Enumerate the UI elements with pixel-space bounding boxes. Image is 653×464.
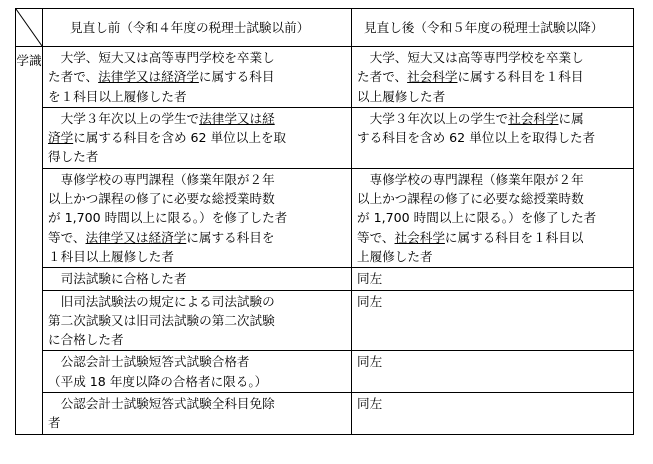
before-text bbox=[48, 352, 347, 391]
after-text bbox=[357, 170, 629, 266]
before-text bbox=[48, 48, 347, 106]
text-segment: 司法試験に合格した者 bbox=[48, 271, 187, 287]
after-cell bbox=[352, 107, 634, 168]
underlined-term: 法律学又は経 済学 bbox=[48, 110, 275, 146]
before-cell bbox=[43, 168, 352, 267]
text-segment: に属する科目 を１科目以上履修した者 bbox=[48, 69, 275, 104]
table-row bbox=[16, 290, 634, 351]
before-text bbox=[48, 269, 347, 288]
before-cell bbox=[43, 351, 352, 393]
before-cell bbox=[43, 47, 352, 108]
text-segment: 公認会計士試験短答式試験全科目免除 者 bbox=[48, 396, 275, 431]
before-cell bbox=[43, 393, 352, 435]
text-segment: 専修学校の専門課程（修業年限が２年 以上かつ課程の修了に必要な総授業時数 が 1,700 時間以上に限る。）を修了した者 等で、 bbox=[48, 171, 288, 245]
after-cell bbox=[352, 290, 634, 351]
diagonal-line bbox=[16, 9, 42, 46]
after-cell bbox=[352, 393, 634, 435]
text-segment: 同左 bbox=[357, 293, 383, 309]
category-cell: 学識 bbox=[16, 47, 43, 435]
before-cell bbox=[43, 268, 352, 290]
underlined-term: 法律学又は経済学 bbox=[85, 229, 187, 245]
text-segment: 同左 bbox=[357, 354, 383, 370]
after-text bbox=[357, 48, 629, 106]
text-segment: に属する科目を １科目以上履修した者 bbox=[48, 229, 275, 264]
table-row bbox=[16, 268, 634, 290]
text-segment: 旧司法試験法の規定による司法試験の 第二次試験又は旧司法試験の第二次試験 に合格した者 bbox=[48, 293, 275, 348]
text-segment: 公認会計士試験短答式試験合格者 （平成 18 年度以降の合格者に限る。） bbox=[48, 354, 268, 389]
text-segment: 大学、短大又は高等専門学校を卒業し た者で、 bbox=[48, 50, 275, 85]
text-segment: 大学３年次以上の学生で bbox=[357, 110, 509, 126]
header-row bbox=[16, 9, 634, 47]
text-segment: に属する科目を１科目 以上履修した者 bbox=[357, 69, 584, 104]
before-cell bbox=[43, 107, 352, 168]
text-segment: に属 する科目を含め 62 単位以上を取得した者 bbox=[357, 110, 596, 146]
after-cell bbox=[352, 268, 634, 290]
before-text bbox=[48, 292, 347, 350]
text-segment: 同左 bbox=[357, 396, 383, 412]
text-segment: 専修学校の専門課程（修業年限が２年 以上かつ課程の修了に必要な総授業時数 が 1,700 時間以上に限る。）を修了した者 等で、 bbox=[357, 171, 597, 245]
underlined-term: 法律学又は経済学 bbox=[98, 69, 199, 85]
header-after: 見直し後（令和５年度の税理士試験以降） bbox=[352, 9, 634, 47]
underlined-term: 社会科学 bbox=[407, 69, 458, 85]
diagonal-corner-cell bbox=[16, 9, 43, 47]
after-text bbox=[357, 352, 629, 371]
text-segment: 同左 bbox=[357, 271, 383, 287]
table-row bbox=[16, 393, 634, 435]
table-row bbox=[16, 351, 634, 393]
before-text bbox=[48, 109, 347, 167]
after-text bbox=[357, 269, 629, 288]
table-row bbox=[16, 168, 634, 267]
before-text bbox=[48, 394, 347, 433]
after-text bbox=[357, 292, 629, 311]
after-text bbox=[357, 109, 629, 148]
before-text bbox=[48, 170, 347, 266]
text-segment: に属する科目を含め 62 単位以上を取 得した者 bbox=[48, 130, 287, 165]
underlined-term: 社会科学 bbox=[394, 229, 445, 245]
text-segment: 大学３年次以上の学生で bbox=[48, 110, 200, 126]
after-cell bbox=[352, 47, 634, 108]
text-segment: に属する科目を１科目以 上履修した者 bbox=[357, 229, 584, 264]
after-cell bbox=[352, 168, 634, 267]
text-segment: 大学、短大又は高等専門学校を卒業し た者で、 bbox=[357, 50, 584, 85]
table-body bbox=[16, 47, 634, 435]
table-row bbox=[16, 47, 634, 108]
after-cell bbox=[352, 351, 634, 393]
before-cell bbox=[43, 290, 352, 351]
header-before: 見直し前（令和４年度の税理士試験以前） bbox=[43, 9, 352, 47]
after-text bbox=[357, 394, 629, 413]
underlined-term: 社会科学 bbox=[508, 110, 559, 126]
comparison-table bbox=[15, 8, 634, 435]
table-row bbox=[16, 107, 634, 168]
comparison-table-wrapper bbox=[15, 8, 634, 435]
